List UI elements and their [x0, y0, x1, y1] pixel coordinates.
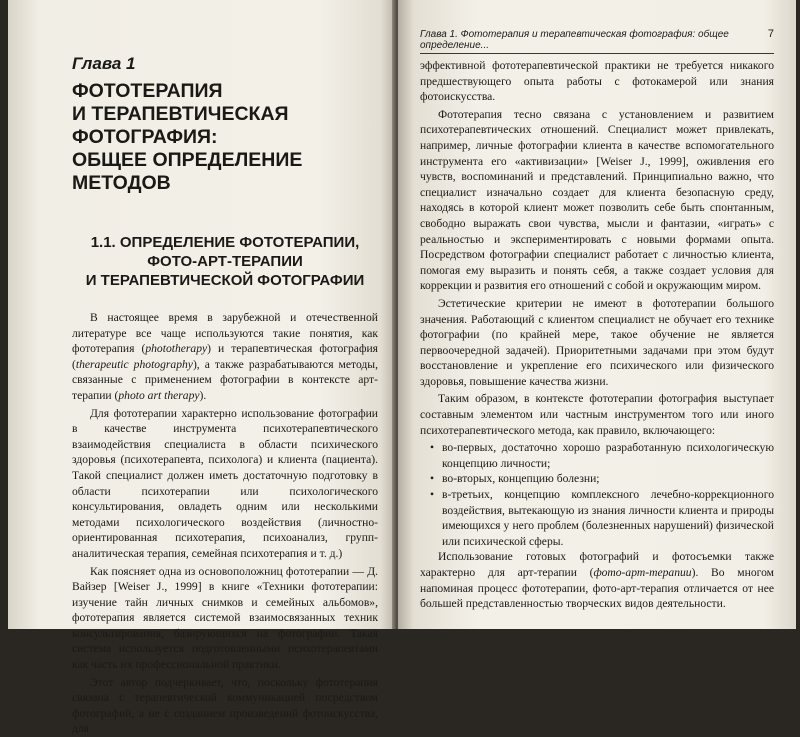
running-head	[420, 28, 774, 54]
text-run: В настоящее время в зарубежной и отечественной литературе все чаще используются такие понятия, как фототерапия (	[72, 311, 378, 356]
paragraph: Как поясняет одна из основоположниц фототерапии — Д. Вайзер [Weiser J., 1999] в книге «Техники фототерапии: изучение тайн личных снимков и семейных альбомов», фототерапия является системой взаимосвязанных техник консультирования, базирующихся на фотографии. Такая система используется подготовленными психотерапевтами как часть их профессиональной практики.	[72, 564, 378, 672]
list-item: • в-третьих, концепцию комплексного лечебно-коррекционного воздействия, вытекающую из знания личности клиента и природы имеющихся у него проблем (болезненных нарушений) физической или психической сферы.	[442, 487, 774, 549]
page-number: 7	[767, 28, 774, 40]
italic-term: therapeutic photography	[75, 357, 193, 371]
section-title	[72, 233, 378, 290]
paragraph	[420, 549, 774, 611]
paragraph: Для фототерапии характерно использование фотографии в качестве инструмента психотерапевтического взаимодействия специалиста в области психического здоровья (психотерапевта, психолога) и клиента (пациента). Такой специалист должен иметь достаточную подготовку в области психотерапии или психологического консультирования, овладеть одним или несколькими методами психологического воздействия (личностно-ориентированная психотерапия, психоанализ, групп-аналитическая терапия, семейная психотерапия и т. д.)	[72, 406, 378, 560]
text-run: Использование готовых фотографий и фотосъемки также характерно для арт-терапии (	[420, 550, 774, 579]
list-item: • во-вторых, концепцию болезни;	[442, 471, 774, 487]
bullet-list	[420, 440, 774, 549]
section-title-line: ФОТО-АРТ-ТЕРАПИИ	[147, 253, 303, 270]
text-run: ). Во многом напоминая процесс фототерапии, фото-арт-терапия отличается от нее большей представленностью творческих видов деятельности.	[420, 566, 774, 611]
paragraph: Эстетические критерии не имеют в фототерапии большого значения. Работающий с клиентом специалист не обучает его технике фотографии (по крайней мере, такое обучение не является первоочередной задачей). Приоритетными задачами при этом будут восстановление и укрепление его психического или физического здоровья, повышение качества жизни.	[420, 296, 774, 388]
paragraph	[72, 310, 378, 404]
paragraph: эффективной фототерапевтической практики не требуется никакого предшествующего опыта работы с фотокамерой или знания фотоискусства.	[420, 59, 774, 104]
chapter-title-line: И ТЕРАПЕВТИЧЕСКАЯ ФОТОГРАФИЯ:	[72, 103, 289, 148]
chapter-title-line: ОБЩЕЕ ОПРЕДЕЛЕНИЕ МЕТОДОВ	[72, 149, 303, 194]
italic-term: photo art therapy	[118, 388, 200, 402]
paragraph: Таким образом, в контексте фототерапии фотография выступает составным элементом или частным инструментом того или иного психотерапевтического метода, как правило, включающего:	[420, 392, 774, 437]
section-title-line: 1.1. ОПРЕДЕЛЕНИЕ ФОТОТЕРАПИИ,	[90, 234, 360, 251]
text-run: ), а также разрабатываются методы, связанные с применением фотографии в контексте арт-терапии (	[72, 357, 379, 402]
chapter-label: Глава 1	[72, 54, 136, 73]
paragraph: Этот автор подчеркивает, что, поскольку фототерапия связана с терапевтической коммуникацией посредством фотографий, а не с созданием произведений фотоискусства, для	[72, 675, 378, 736]
left-page	[8, 0, 396, 736]
list-item: • во-первых, достаточно хорошо разработанную психологическую концепцию личности;	[442, 440, 774, 471]
chapter-title-line: ФОТОТЕРАПИЯ	[72, 80, 223, 102]
text-run: ).	[199, 388, 207, 402]
chapter-title	[72, 80, 378, 195]
italic-term: phototherapy	[145, 342, 208, 356]
running-head-title: Глава 1. Фототерапия и терапевтическая фотография: общее определение...	[420, 29, 729, 51]
section-title-line: И ТЕРАПЕВТИЧЕСКОЙ ФОТОГРАФИИ	[85, 272, 365, 289]
text-run: ) и терапевтическая фотография (	[72, 342, 379, 371]
paragraph: Фототерапия тесно связана с установлением и развитием психотерапевтических отношений. Специалист может привлекать, например, личные фотографии клиента в качестве вспомогательного инструмента его «активизации» [Weiser J., 1999], оживления его чувств, воспоминаний и представлений. Принципиально важно, что специалист изначально создает для клиента безопасную среду, находясь в которой клиент может позволить себе быть спонтанным, свободно выражать свои чувства, мысли и фантазии, «играть» с реальностью и экспериментировать с новыми формами опыта. Посредством фотографии специалист работает с личностью клиента, помогая ему выразить и понять себя, а также создает условия для коррекции и развития его отношений с собой и окружающим миром.	[420, 107, 774, 293]
italic-term: фото-арт-терапии	[593, 566, 692, 579]
right-page	[398, 0, 796, 629]
